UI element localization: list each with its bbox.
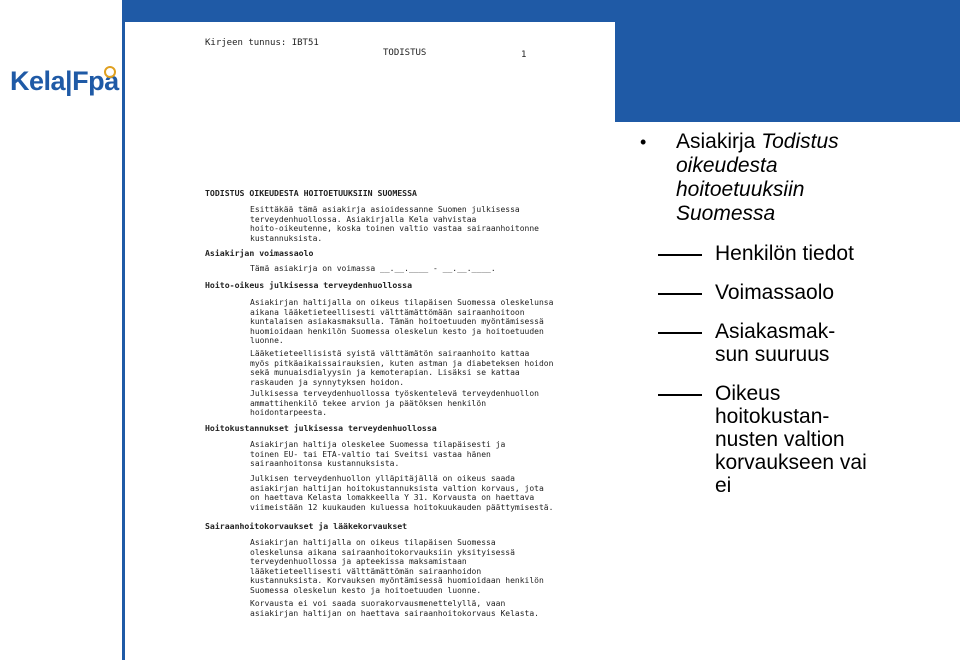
section-validity-text: Tämä asiakirja on voimassa __.__.____ - __.__.____. <box>250 264 496 273</box>
letter-ref: Kirjeen tunnus: IBT51 <box>205 38 319 48</box>
section-reimb-title: Sairaanhoitokorvaukset ja lääkekorvaukset <box>205 521 408 531</box>
page-number: 1 <box>521 50 527 60</box>
sub-item-label: Voimassaolo <box>715 281 835 304</box>
bullet-main <box>640 130 950 226</box>
doc-title: TODISTUS <box>383 48 427 58</box>
bullet-dot-icon: • <box>640 132 647 152</box>
registered-mark-icon <box>104 66 116 78</box>
sub-item-label: Oikeus hoitokustan- nusten valtion korvaukseen vai ei <box>715 382 867 497</box>
section-care-text-1: Asiakirjan haltijalla on oikeus tilapäisen Suomessa oleskelunsa aikana lääketieteellisesti välttämättömään sairaanhoitoon kuntalaisen asiakasmaksulla. Tämän hoitoetuuden myöntämisessä huomioidaan henkilön Suomessa oleskelun kesto ja hoitoetuuden luonne. <box>250 298 554 346</box>
section-costs-text-1: Asiakirjan haltija oleskelee Suomessa tilapäisesti ja toinen EU- tai ETA-valtio tai Sveitsi vastaa hänen sairaanhoitonsa kustannuksista. <box>250 440 506 469</box>
bullet-main-italic: Todistus oikeudesta hoitoetuuksiin Suomessa <box>676 130 839 225</box>
sub-item <box>640 320 950 366</box>
section-costs-text-2: Julkisen terveydenhuollon ylläpitäjällä on oikeus saada asiakirjan haltijan hoitokustannuksista valtion korvaus, jota on haettava Kelasta lomakkeella Y 31. Korvausta on haettava viimeistään 12 kuukauden kuluessa hoitokuukauden päättymisestä. <box>250 474 554 512</box>
sub-item <box>640 281 950 304</box>
bullet-main-prefix: Asiakirja <box>676 130 762 153</box>
section-validity-title: Asiakirjan voimassaolo <box>205 248 314 258</box>
section-reimb-text-1: Asiakirjan haltijalla on oikeus tilapäisen Suomessa oleskelunsa aikana sairaanhoitokorvauksiin yksityisessä terveydenhuollossa ja apteekissa maksamistaan lääketieteellisesti välttämättömän sairaanhoidon kustannuksista. Korvauksen myöntämisessä huomioidaan henkilön Suomessa oleskelun kesto ja hoitoetuuden luonne. <box>250 538 544 595</box>
kela-fpa-logo: Kela|Fpa <box>10 66 119 96</box>
section-care-text-2: Lääketieteellisistä syistä välttämätön sairaanhoito kattaa myös pitkäaikaissairauksien, kuten astman ja diabeteksen hoidon sekä munuaisdialyysin ja kemoterapian. Lisäksi se kattaa raskauden ja synnytyksen hoidon. <box>250 349 554 387</box>
doc-heading: TODISTUS OIKEUDESTA HOITOETUUKSIIN SUOMESSA <box>205 188 417 198</box>
sub-item <box>640 242 950 265</box>
document-scan <box>125 22 615 622</box>
section-care-title: Hoito-oikeus julkisessa terveydenhuollossa <box>205 280 413 290</box>
section-care-text-3: Julkisessa terveydenhuollossa työskentelevä terveydenhuollon ammattihenkilö tekee arvion ja päätöksen henkilön hoidontarpeesta. <box>250 389 539 418</box>
intro-text: Esittäkää tämä asiakirja asioidessanne Suomen julkisessa terveydenhuollossa. Asiakirjalla Kela vahvistaa hoito-oikeutenne, koska toinen valtio vastaa sairaanhoitonne kustannuksista. <box>250 205 539 243</box>
sub-item <box>640 382 950 497</box>
sub-item-label: Asiakasmak- sun suuruus <box>715 320 836 366</box>
section-reimb-text-2: Korvausta ei voi saada suorakorvausmenettelyllä, vaan asiakirjan haltijan on haettava sairaanhoitokorvaus Kelasta. <box>250 599 539 618</box>
sub-item-label: Henkilön tiedot <box>715 242 854 265</box>
bullet-list <box>640 130 950 497</box>
logo-area <box>0 0 122 122</box>
section-costs-title: Hoitokustannukset julkisessa terveydenhuollossa <box>205 423 437 433</box>
